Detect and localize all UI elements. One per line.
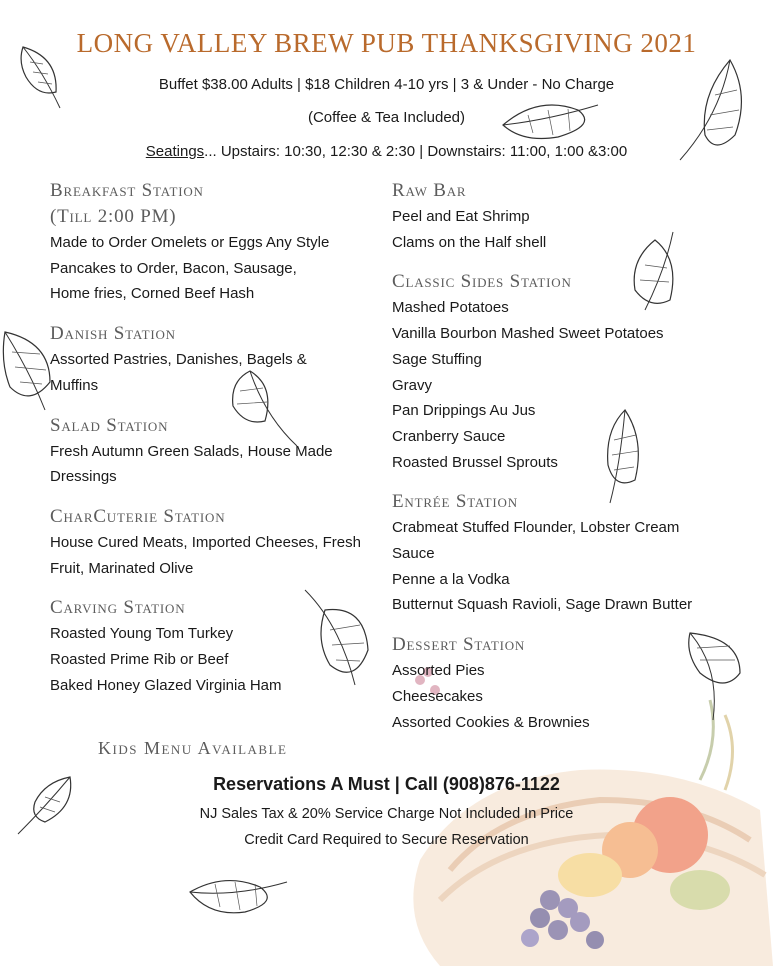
menu-item: Vanilla Bourbon Mashed Sweet Potatoes	[392, 325, 664, 343]
dessert-station	[392, 632, 732, 735]
reservation-line: Reservations A Must | Call (908)876-1122	[213, 774, 560, 794]
credit-card-note: Credit Card Required to Secure Reservation	[244, 832, 529, 848]
seatings-label: Seatings	[145, 143, 205, 160]
salad-station	[50, 413, 390, 490]
menu-item: Dressings	[50, 468, 117, 486]
menu-item: Assorted Pies	[392, 662, 485, 680]
menu-item: Assorted Cookies & Brownies	[392, 713, 590, 731]
seatings-line	[0, 143, 773, 160]
menu-item: Roasted Brussel Sprouts	[392, 453, 558, 471]
menu-item: Crabmeat Stuffed Flounder, Lobster Cream	[392, 519, 680, 537]
menu-item: Peel and Eat Shrimp	[392, 208, 530, 225]
section-heading: Danish Station	[50, 323, 176, 345]
right-menu-column	[392, 178, 732, 749]
kids-menu-note: Kids Menu Available	[98, 738, 288, 758]
menu-item: Sauce	[392, 545, 435, 563]
breakfast-station	[50, 178, 390, 307]
section-heading: Breakfast Station	[50, 180, 204, 201]
section-heading: Raw Bar	[392, 180, 467, 201]
included-line: (Coffee & Tea Included)	[307, 109, 466, 126]
menu-item: Cranberry Sauce	[392, 427, 506, 445]
danish-station	[50, 321, 390, 398]
menu-item: House Cured Meats, Imported Cheeses, Fresh	[50, 533, 361, 551]
menu-item: Gravy	[392, 376, 433, 394]
menu-item: Sage Stuffing	[392, 350, 482, 368]
menu-item: Fruit, Marinated Olive	[50, 559, 194, 577]
tax-note: NJ Sales Tax & 20% Service Charge Not Included In Price	[199, 806, 574, 822]
menu-item: Made to Order Omelets or Eggs Any Style	[50, 234, 330, 251]
menu-item: Butternut Squash Ravioli, Sage Drawn Butter	[392, 596, 693, 614]
classic-sides-station	[392, 269, 732, 475]
section-heading: CharCuterie Station	[50, 505, 226, 527]
menu-item: Home fries, Corned Beef Hash	[50, 285, 255, 303]
section-heading: Carving Station	[50, 597, 186, 619]
section-subheading: (Till 2:00 PM)	[50, 206, 177, 227]
charcuterie-station	[50, 504, 390, 581]
left-menu-column	[50, 178, 390, 712]
entree-station	[392, 489, 732, 618]
carving-station	[50, 595, 390, 698]
pricing-line: Buffet $38.00 Adults | $18 Children 4-10 yrs | 3 & Under - No Charge	[158, 76, 615, 93]
section-heading: Dessert Station	[392, 634, 526, 656]
page-title: LONG VALLEY BREW PUB THANKSGIVING 2021	[76, 28, 697, 58]
menu-item: Roasted Prime Rib or Beef	[50, 651, 229, 669]
menu-item: Pancakes to Order, Bacon, Sausage,	[50, 259, 297, 277]
menu-item: Muffins	[50, 376, 99, 394]
menu-item: Clams on the Half shell	[392, 233, 547, 251]
section-heading: Entrée Station	[392, 491, 518, 513]
seatings-times: ... Upstairs: 10:30, 12:30 & 2:30 | Downstairs: 11:00, 1:00 &3:00	[204, 143, 628, 160]
leaf-sketch-icon	[185, 872, 290, 922]
menu-item: Pan Drippings Au Jus	[392, 402, 536, 420]
menu-item: Penne a la Vodka	[392, 570, 510, 588]
menu-item: Assorted Pastries, Danishes, Bagels &	[50, 351, 307, 369]
section-heading: Classic Sides Station	[392, 271, 572, 293]
section-heading: Salad Station	[50, 414, 169, 436]
raw-bar	[392, 178, 732, 255]
menu-item: Roasted Young Tom Turkey	[50, 625, 234, 643]
menu-item: Fresh Autumn Green Salads, House Made	[50, 442, 333, 460]
menu-item: Cheesecakes	[392, 687, 483, 705]
menu-item: Baked Honey Glazed Virginia Ham	[50, 676, 282, 694]
menu-item: Mashed Potatoes	[392, 299, 509, 317]
